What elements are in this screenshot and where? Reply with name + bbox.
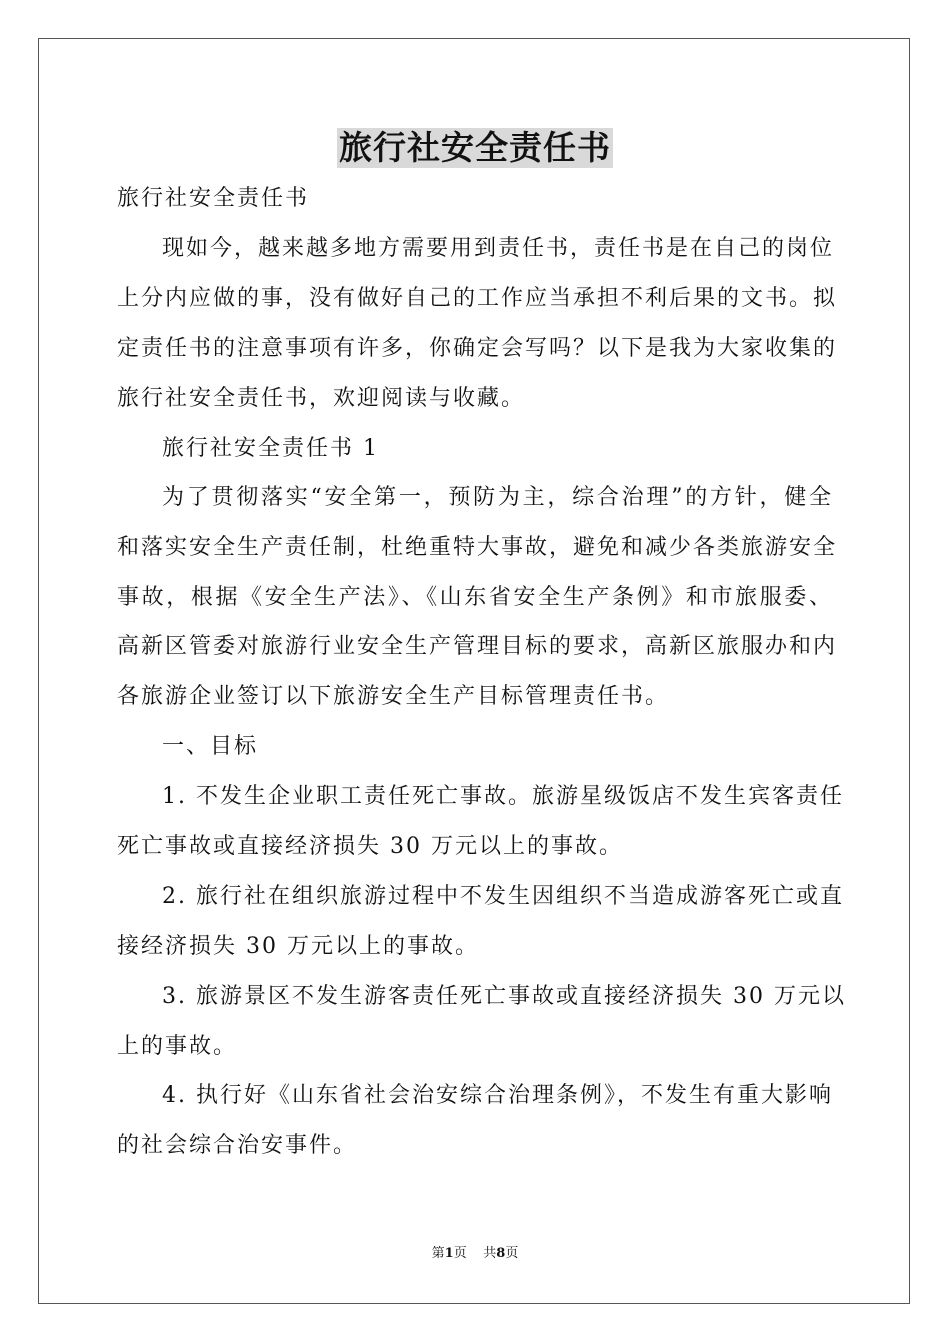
list-item-line: 接经济损失 30 万元以上的事故。 bbox=[117, 934, 479, 959]
paragraph-line: 各旅游企业签订以下旅游安全生产目标管理责任书。 bbox=[117, 684, 670, 709]
list-item-line: 1. 不发生企业职工责任死亡事故。旅游星级饭店不发生宾客责任 bbox=[162, 784, 844, 809]
document-title: 旅行社安全责任书 bbox=[339, 128, 611, 167]
paragraph-line: 事故，根据《安全生产法》、《山东省安全生产条例》和市旅服委、 bbox=[117, 585, 833, 610]
total-pages: 8 bbox=[496, 1246, 506, 1261]
list-item-line: 上的事故。 bbox=[117, 1034, 238, 1059]
paragraph-line: 定责任书的注意事项有许多，你确定会写吗？以下是我为大家收集的 bbox=[117, 336, 838, 361]
paragraph-line: 和落实安全生产责任制，杜绝重特大事故，避免和减少各类旅游安全 bbox=[117, 535, 838, 560]
page-suffix: 页 bbox=[453, 1246, 467, 1261]
document-subtitle: 旅行社安全责任书 bbox=[117, 186, 310, 211]
paragraph-line: 为了贯彻落实“安全第一，预防为主，综合治理”的方针，健全 bbox=[162, 485, 833, 510]
title-wrap bbox=[0, 128, 950, 168]
paragraph-line: 高新区管委对旅游行业安全生产管理目标的要求，高新区旅服办和内 bbox=[117, 634, 838, 659]
total-suffix: 页 bbox=[505, 1246, 519, 1261]
page-border bbox=[38, 38, 910, 1304]
list-item-line: 的社会综合治安事件。 bbox=[117, 1133, 358, 1158]
paragraph-line: 旅行社安全责任书，欢迎阅读与收藏。 bbox=[117, 386, 526, 411]
paragraph-line: 现如今，越来越多地方需要用到责任书，责任书是在自己的岗位 bbox=[162, 236, 835, 261]
list-item-line: 3. 旅游景区不发生游客责任死亡事故或直接经济损失 30 万元以 bbox=[162, 984, 846, 1009]
page-number: 1 bbox=[444, 1246, 454, 1261]
page-footer bbox=[0, 1244, 950, 1264]
section-heading: 旅行社安全责任书 1 bbox=[162, 436, 379, 461]
list-item-line: 死亡事故或直接经济损失 30 万元以上的事故。 bbox=[117, 834, 623, 859]
list-item-line: 4. 执行好《山东省社会治安综合治理条例》，不发生有重大影响 bbox=[162, 1083, 833, 1108]
paragraph-line: 上分内应做的事，没有做好自己的工作应当承担不利后果的文书。拟 bbox=[117, 286, 838, 311]
page-prefix: 第 bbox=[431, 1246, 445, 1261]
list-item-line: 2. 旅行社在组织旅游过程中不发生因组织不当造成游客死亡或直 bbox=[162, 884, 844, 909]
total-prefix: 共 bbox=[483, 1246, 497, 1261]
section-heading: 一、目标 bbox=[162, 734, 259, 759]
